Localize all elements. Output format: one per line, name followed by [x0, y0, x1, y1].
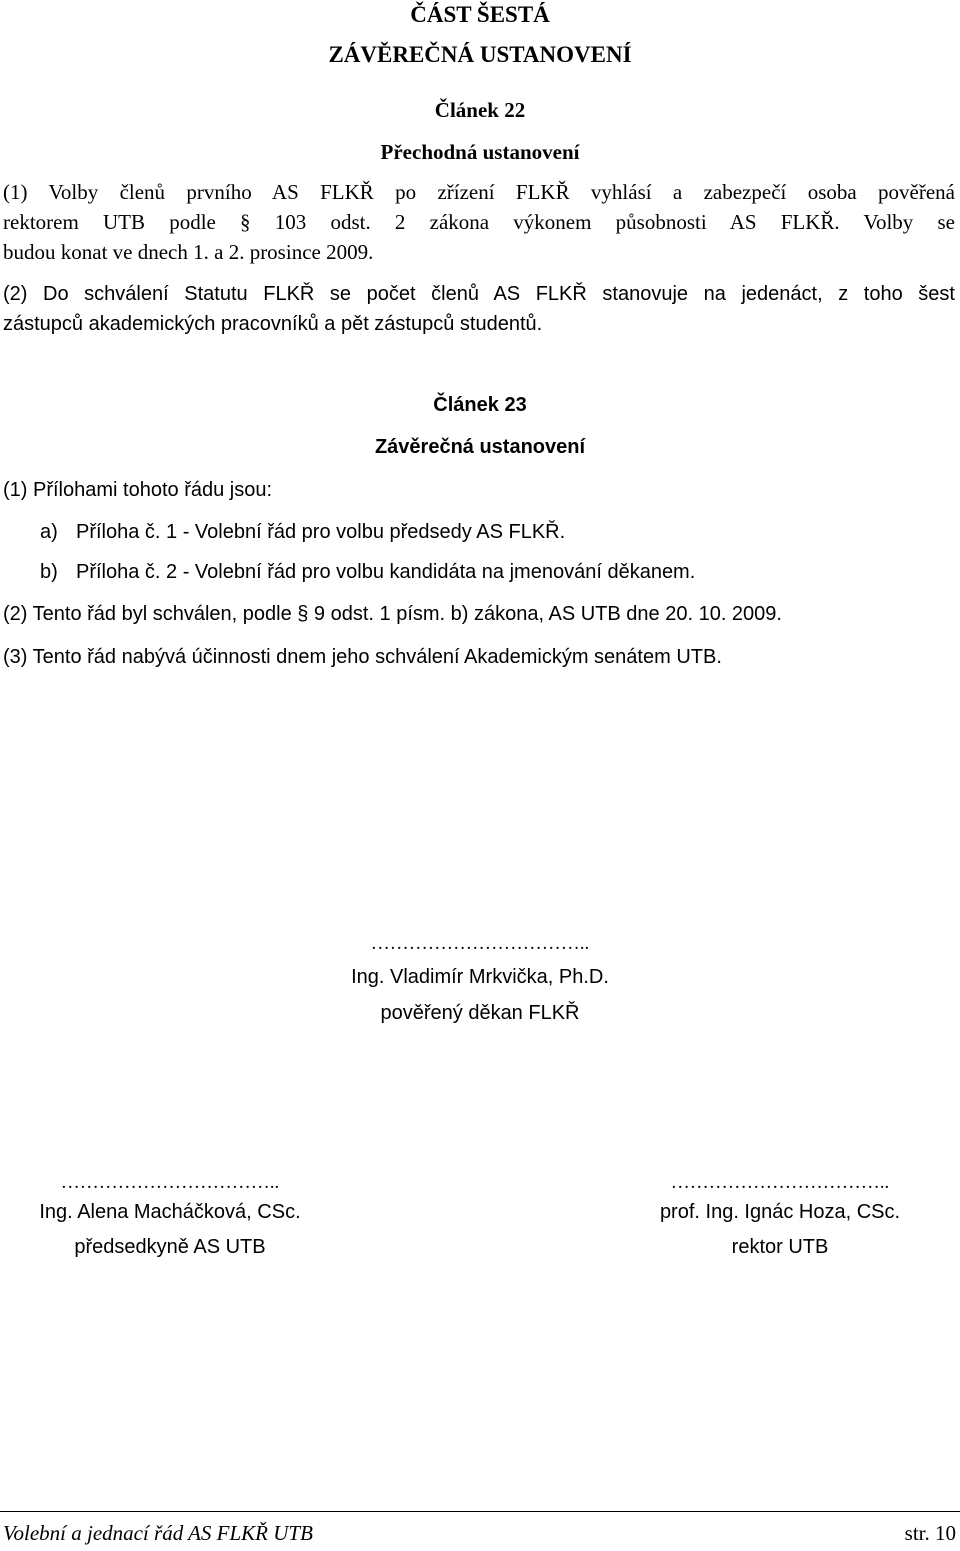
list-marker-b: b)	[40, 561, 58, 583]
footer-title: Volební a jednací řád AS FLKŘ UTB	[3, 1521, 313, 1545]
list-item-b: Příloha č. 2 - Volební řád pro volbu kandidáta na jmenování děkanem.	[76, 561, 696, 583]
article-23-subtitle: Závěrečná ustanovení	[374, 436, 586, 458]
article-23-para2: (2) Tento řád byl schválen, podle § 9 odst. 1 písm. b) zákona, AS UTB dne 20. 10. 2009.	[3, 603, 782, 625]
list-marker-a: a)	[40, 521, 58, 543]
article-23-para1: (1) Přílohami tohoto řádu jsou:	[3, 479, 273, 501]
article-22-para1-line2: rektorem UTB podle § 103 odst. 2 zákona výkonem působnosti AS FLKŘ. Volby se	[3, 210, 955, 234]
article-22-para1-line3: budou konat ve dnech 1. a 2. prosince 2009.	[3, 240, 374, 264]
chair-signature-line: ……………………………..	[60, 1172, 280, 1193]
section-heading: ZÁVĚREČNÁ USTANOVENÍ	[328, 42, 632, 67]
dean-name: Ing. Vladimír Mrkvička, Ph.D.	[351, 966, 609, 988]
rector-name: prof. Ing. Ignác Hoza, CSc.	[659, 1201, 901, 1223]
article-22-para2-line1: (2) Do schválení Statutu FLKŘ se počet členů AS FLKŘ stanovuje na jedenáct, z toho šest	[3, 283, 955, 305]
article-22-title: Článek 22	[434, 98, 526, 122]
article-23-title: Článek 23	[433, 394, 527, 416]
dean-role: pověřený děkan FLKŘ	[380, 1002, 580, 1024]
article-23-para3: (3) Tento řád nabývá účinnosti dnem jeho schválení Akademickým senátem UTB.	[3, 646, 722, 668]
rector-signature-line: ……………………………..	[670, 1172, 890, 1193]
part-heading: ČÁST ŠESTÁ	[410, 2, 550, 27]
dean-signature-line: ……………………………..	[370, 933, 590, 954]
list-item-a: Příloha č. 1 - Volební řád pro volbu předsedy AS FLKŘ.	[76, 521, 566, 543]
article-22-para2-line2: zástupců akademických pracovníků a pět zástupců studentů.	[3, 313, 543, 335]
footer-page-number: str. 10	[904, 1521, 956, 1545]
article-22-para1-line1: (1) Volby členů prvního AS FLKŘ po zřízení FLKŘ vyhlásí a zabezpečí osoba pověřená	[3, 180, 955, 204]
article-22-subtitle: Přechodná ustanovení	[380, 140, 580, 164]
chair-role: předsedkyně AS UTB	[74, 1236, 266, 1258]
rector-role: rektor UTB	[731, 1236, 829, 1258]
footer-rule	[0, 1511, 960, 1512]
chair-name: Ing. Alena Macháčková, CSc.	[39, 1201, 301, 1223]
